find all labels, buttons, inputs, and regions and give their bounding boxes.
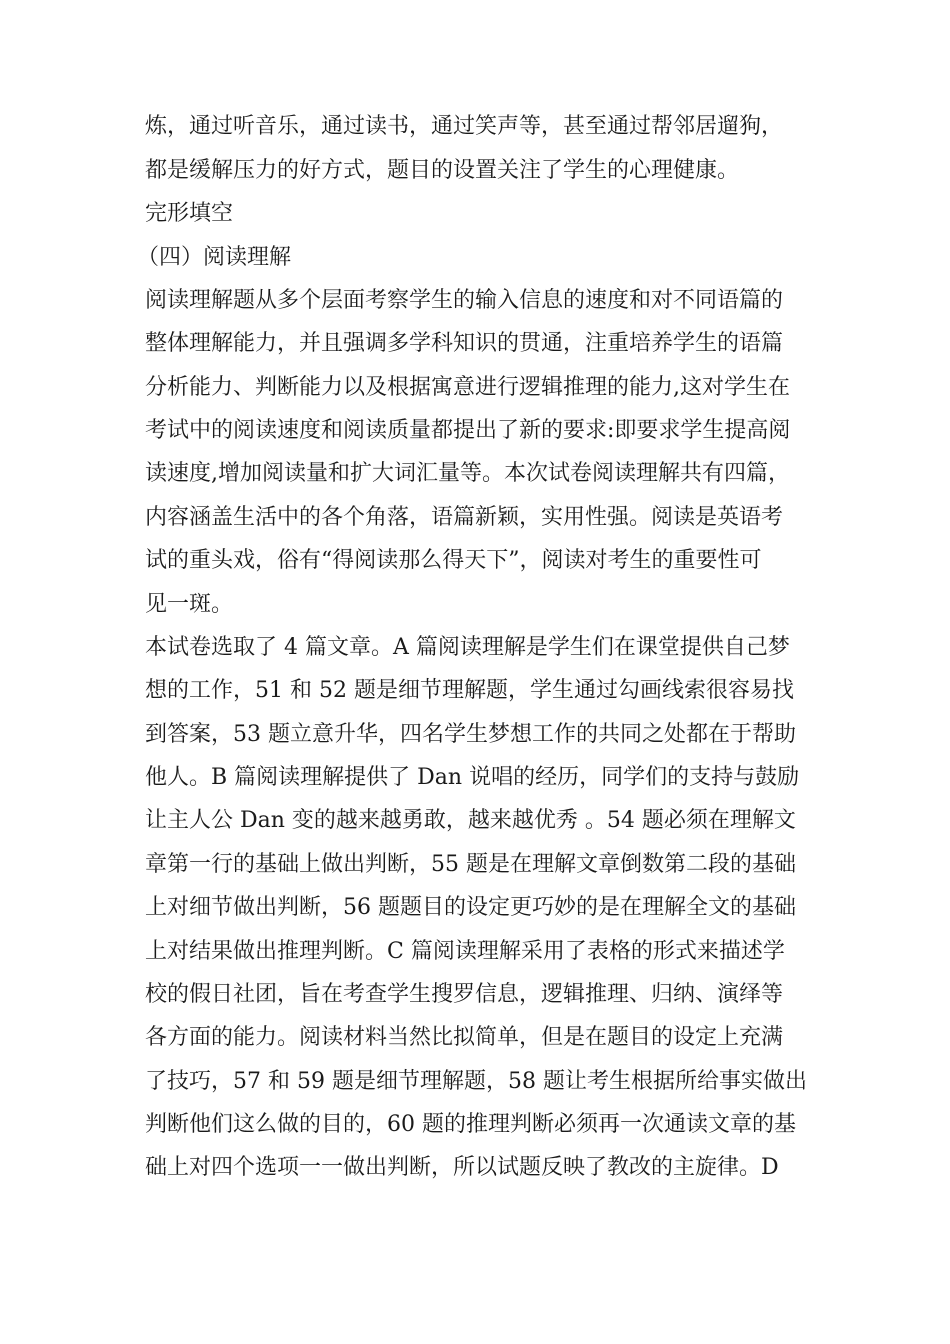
intro-line: 都是缓解压力的好方式，题目的设置关注了学生的心理健康。 (145, 158, 740, 183)
paragraph-line: 阅读理解题从多个层面考察学生的输入信息的速度和对不同语篇的 (145, 288, 784, 313)
paragraph-line: 想的工作，51 和 52 题是细节理解题，学生通过勾画线索很容易找 (145, 678, 794, 703)
intro-line: 炼，通过听音乐，通过读书，通过笑声等，甚至通过帮邻居遛狗， (145, 114, 784, 139)
paragraph-line: 他人。B 篇阅读理解提供了 Dan 说唱的经历，同学们的支持与鼓励 (145, 765, 800, 790)
paragraph-line: 了技巧，57 和 59 题是细节理解题，58 题让考生根据所给事实做出 (145, 1069, 807, 1094)
paragraph-line: 章第一行的基础上做出判断，55 题是在理解文章倒数第二段的基础 (145, 852, 796, 877)
paragraph-line: 试的重头戏，俗有“得阅读那么得天下”，阅读对考生的重要性可 (145, 548, 762, 573)
paragraph-line: 分析能力、判断能力以及根据寓意进行逻辑推理的能力,这对学生在 (145, 375, 790, 400)
paragraph-line: 到答案，53 题立意升华，四名学生梦想工作的共同之处都在于帮助 (145, 722, 796, 747)
paragraph-line: 让主人公 Dan 变的越来越勇敢，越来越优秀 。54 题必须在理解文 (145, 808, 796, 833)
paragraph-line: 上对细节做出判断，56 题题目的设定更巧妙的是在理解全文的基础 (145, 895, 796, 920)
section-heading-reading: （四）阅读理解 (137, 245, 292, 270)
paragraph-line: 读速度,增加阅读量和扩大词汇量等。本次试卷阅读理解共有四篇， (145, 461, 790, 486)
paragraph-line: 判断他们这么做的目的，60 题的推理判断必须再一次通读文章的基 (145, 1112, 796, 1137)
paragraph-line: 础上对四个选项一一做出判断，所以试题反映了教改的主旋律。D (145, 1155, 779, 1180)
paragraph-line: 上对结果做出推理判断。C 篇阅读理解采用了表格的形式来描述学 (145, 939, 785, 964)
paragraph-line: 考试中的阅读速度和阅读质量都提出了新的要求:即要求学生提高阅 (145, 418, 791, 443)
paragraph-line: 本试卷选取了 4 篇文章。A 篇阅读理解是学生们在课堂提供自己梦 (145, 635, 790, 660)
section-heading-cloze: 完形填空 (145, 201, 234, 226)
paragraph-line: 见一斑。 (145, 592, 234, 617)
paragraph-line: 整体理解能力，并且强调多学科知识的贯通，注重培养学生的语篇 (145, 331, 784, 356)
paragraph-line: 校的假日社团，旨在考查学生搜罗信息，逻辑推理、归纳、演绎等 (145, 982, 784, 1007)
paragraph-line: 内容涵盖生活中的各个角落，语篇新颖，实用性强。阅读是英语考 (145, 505, 784, 530)
paragraph-line: 各方面的能力。阅读材料当然比拟简单，但是在题目的设定上充满 (145, 1025, 784, 1050)
